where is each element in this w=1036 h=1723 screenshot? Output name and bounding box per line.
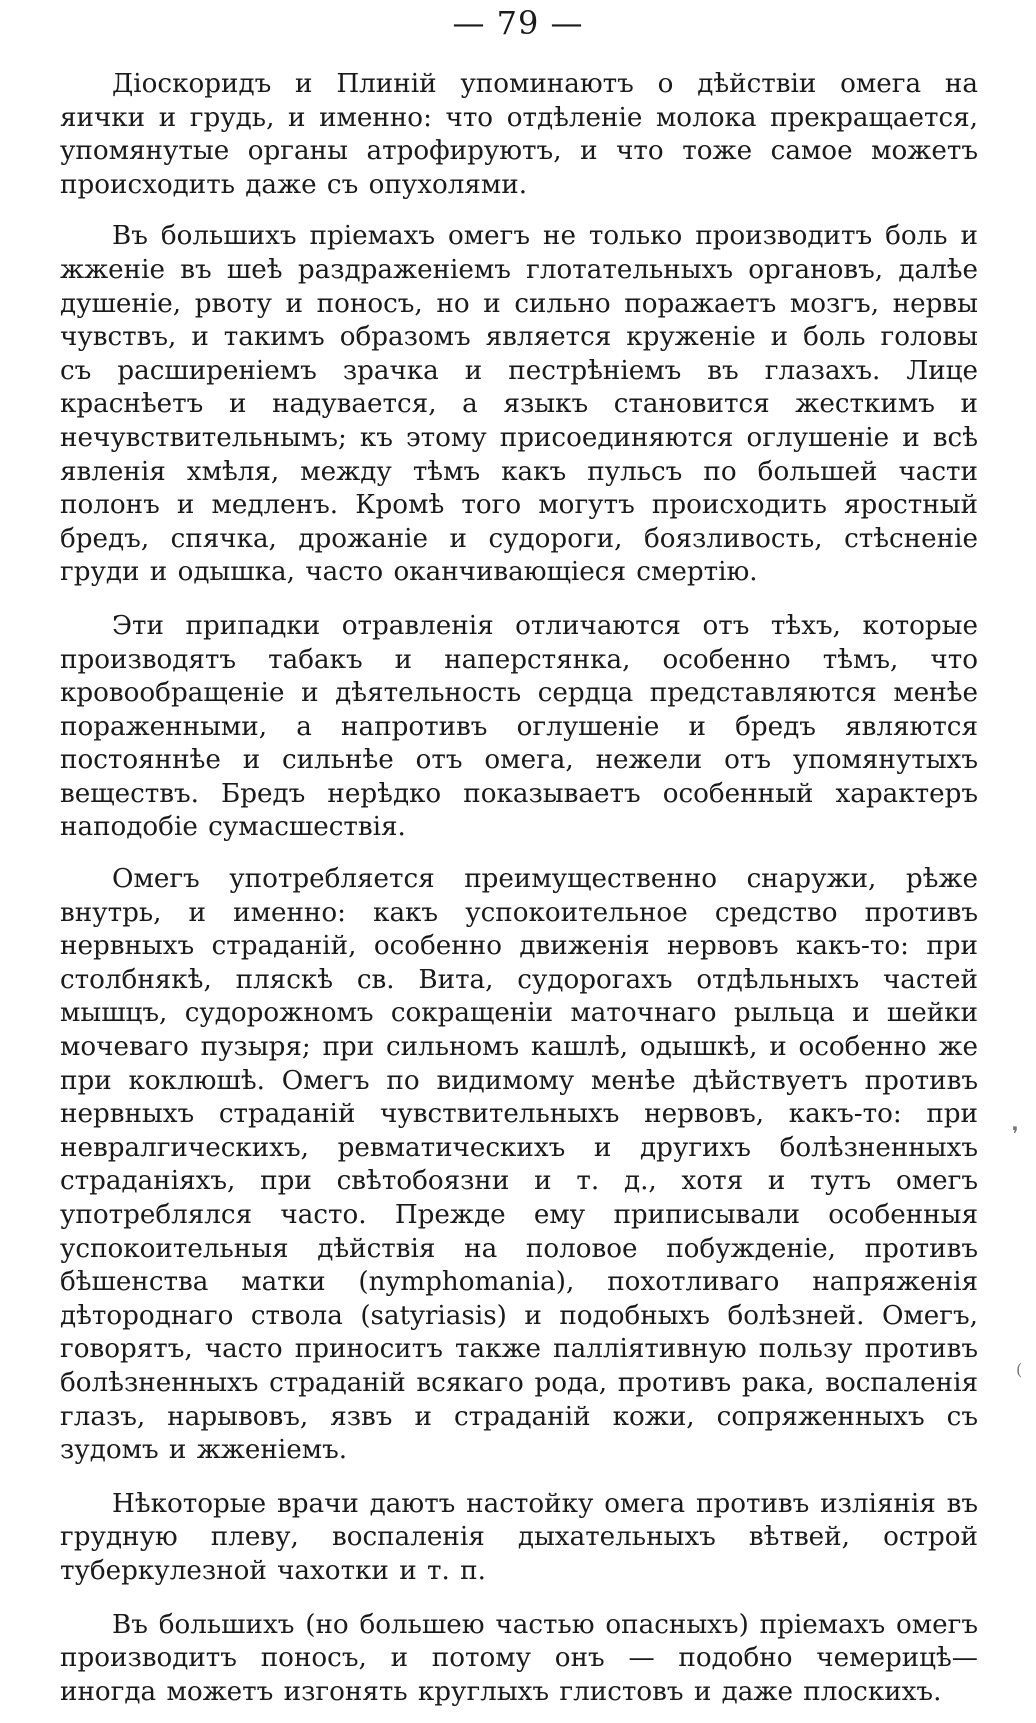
paragraph-4: Омегъ употребляется преимущественно снаружи, рѣже внутрь, и именно: какъ успокоительное средство противъ нервныхъ страданій, особенно движенія нервовъ какъ-то: при столбнякѣ, пляскѣ св. Вита, судорогахъ отдѣльныхъ частей мышцъ, судорожномъ сокращеніи маточнаго рыльца и шейки мочеваго пузыря; при сильномъ кашлѣ, одышкѣ, и особенно же при коклюшѣ. Омегъ по видимому менѣе дѣйствуетъ противъ нервныхъ страданій чувствительныхъ нервовъ, какъ-то: при невралгическихъ, ревматическихъ и другихъ болѣзненныхъ страданіяхъ, при свѣтобоязни и т. д., хотя и тутъ омегъ употреблялся часто. Прежде ему приписывали особенныя успокоительныя дѣйствія на половое побужденіе, противъ бѣшенства матки (nymphomania), похотливаго напряженія дѣтороднаго ствола (satyriasis) и подобныхъ болѣзней. Омегъ, говорятъ, часто приноситъ также палліятивную пользу противъ болѣзненныхъ страданій всякаго рода, противъ рака, воспаленія глазъ, нарывовъ, язвъ и страданій кожи, сопряженныхъ съ зудомъ и жженіемъ.: [60, 864, 978, 1466]
paragraph-6: Въ большихъ (но большею частью опасныхъ) пріемахъ омегъ производитъ поносъ, и потому онъ — подобно чемерицѣ—иногда можетъ изгонять круглыхъ глистовъ и даже плоскихъ.: [60, 1609, 978, 1707]
paragraph-5: Нѣкоторые врачи даютъ настойку омега противъ изліянія въ грудную плеву, воспаленія дыхательныхъ вѣтвей, острой туберкулезной чахотки и т. п.: [60, 1488, 978, 1586]
margin-speck-mark: ❜: [1012, 1122, 1019, 1146]
page-number: — 79 —: [452, 4, 584, 42]
page-body: [60, 68, 978, 1723]
paragraph-3: Эти припадки отравленія отличаются отъ тѣхъ, которые производятъ табакъ и наперстянка, особенно тѣмъ, что кровообращеніе и дѣятельность сердца представляются менѣе пораженными, а напротивъ оглушеніе и бредъ являются постояннѣе и сильнѣе отъ омега, нежели отъ упомянутыхъ веществъ. Бредъ нерѣдко показываетъ особенный характеръ наподобіе сумасшествія.: [60, 610, 978, 843]
paragraph-1: Діоскоридъ и Плиній упоминаютъ о дѣйствіи омега на яички и грудь, и именно: что отдѣленіе молока прекращается, упомянутые органы атрофируютъ, и что тоже самое можетъ происходить даже съ опухолями.: [60, 69, 978, 200]
paragraph-2: Въ большихъ пріемахъ омегъ не только производитъ боль и жженіе въ шеѣ раздраженіемъ глотательныхъ органовъ, далѣе душеніе, рвоту и поносъ, но и сильно поражаетъ мозгъ, нервы чувствъ, и такимъ образомъ является круженіе и боль головы съ расширеніемъ зрачка и пестрѣніемъ въ глазахъ. Лице краснѣетъ и надувается, а языкъ становится жесткимъ и нечувствительнымъ; къ этому присоединяются оглушеніе и всѣ явленія хмѣля, между тѣмъ какъ пульсъ по большей части полонъ и медленъ. Кромѣ того могутъ происходить яростный бредъ, спячка, дрожаніе и судороги, боязливость, стѣсненіе груди и одышка, часто оканчивающіеся смертію.: [60, 221, 978, 588]
margin-speck-mark: (: [1016, 1360, 1023, 1379]
